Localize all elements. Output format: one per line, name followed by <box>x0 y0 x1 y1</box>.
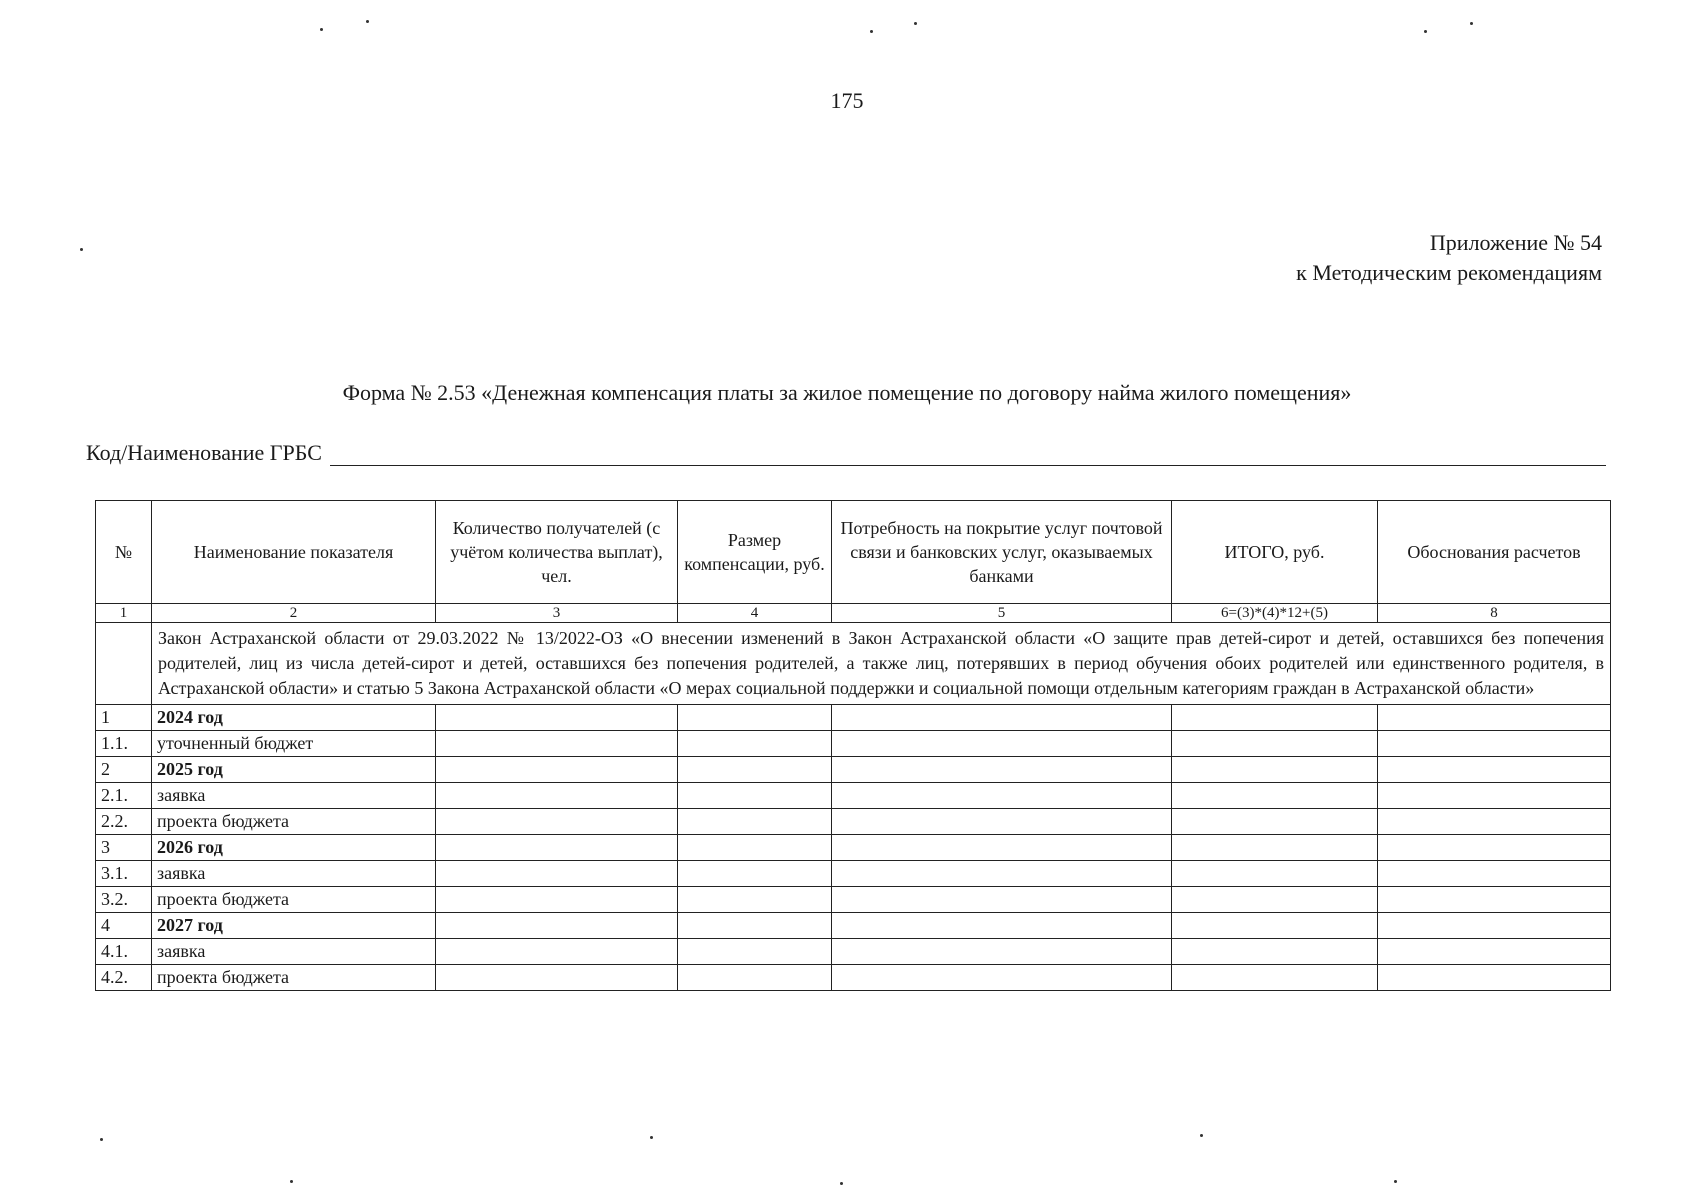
table-row <box>96 757 1611 783</box>
header-cell-indicator: Наименование показателя <box>152 501 436 604</box>
column-number: 8 <box>1378 604 1611 623</box>
scan-speck <box>100 1138 103 1141</box>
scan-speck <box>914 22 917 25</box>
empty-value-cell[interactable] <box>436 705 678 731</box>
empty-value-cell[interactable] <box>436 809 678 835</box>
empty-value-cell[interactable] <box>1172 913 1378 939</box>
empty-value-cell[interactable] <box>832 965 1172 991</box>
empty-value-cell[interactable] <box>678 861 832 887</box>
empty-value-cell[interactable] <box>436 965 678 991</box>
column-number: 2 <box>152 604 436 623</box>
scan-speck <box>1470 22 1473 25</box>
row-number: 2.1. <box>96 783 152 809</box>
empty-value-cell[interactable] <box>436 731 678 757</box>
row-number: 3.2. <box>96 887 152 913</box>
row-label: заявка <box>152 861 436 887</box>
header-cell-postal-banking: Потребность на покрытие услуг почтовой связи и банковских услуг, оказываемых банками <box>832 501 1172 604</box>
law-row <box>96 623 1611 705</box>
scan-speck <box>870 30 873 33</box>
empty-value-cell[interactable] <box>678 835 832 861</box>
table-row <box>96 887 1611 913</box>
row-number: 1.1. <box>96 731 152 757</box>
column-number: 5 <box>832 604 1172 623</box>
empty-value-cell[interactable] <box>1378 887 1611 913</box>
scan-speck <box>320 28 323 31</box>
scan-speck <box>1394 1180 1397 1183</box>
grbs-line <box>86 440 1606 466</box>
empty-value-cell[interactable] <box>678 939 832 965</box>
empty-value-cell[interactable] <box>436 783 678 809</box>
empty-value-cell[interactable] <box>832 809 1172 835</box>
empty-value-cell[interactable] <box>1172 731 1378 757</box>
law-text: Закон Астраханской области от 29.03.2022 № 13/2022-ОЗ «О внесении изменений в Закон Астраханской области «О защите прав детей-сирот и детей, оставшихся без попечения родителей, лиц из числа детей-сирот и детей, оставшихся без попечения родителей, а также лиц, потерявших в период обучения обоих родителей или единственного родителя, в Астраханской области» и статью 5 Закона Астраханской области «О мерах социальной поддержки и социальной помощи отдельным категориям граждан в Астраханской области» <box>152 623 1611 705</box>
empty-value-cell[interactable] <box>1172 939 1378 965</box>
empty-value-cell[interactable] <box>1378 783 1611 809</box>
empty-value-cell[interactable] <box>1172 835 1378 861</box>
empty-value-cell[interactable] <box>832 861 1172 887</box>
table-row <box>96 809 1611 835</box>
page-number: 175 <box>830 88 864 113</box>
empty-value-cell[interactable] <box>1172 965 1378 991</box>
table-row <box>96 731 1611 757</box>
form-table <box>95 500 1611 991</box>
row-number: 2 <box>96 757 152 783</box>
row-number: 2.2. <box>96 809 152 835</box>
law-row-num-cell <box>96 623 152 705</box>
row-label: заявка <box>152 939 436 965</box>
row-number: 4 <box>96 913 152 939</box>
row-label: 2025 год <box>152 757 436 783</box>
scan-speck <box>366 20 369 23</box>
appendix-line-1: Приложение № 54 <box>1429 230 1602 255</box>
empty-value-cell[interactable] <box>832 731 1172 757</box>
scan-speck <box>1424 30 1427 33</box>
table-row <box>96 835 1611 861</box>
row-number: 4.2. <box>96 965 152 991</box>
header-cell-justification: Обоснования расчетов <box>1378 501 1611 604</box>
scan-speck <box>1200 1134 1203 1137</box>
empty-value-cell[interactable] <box>832 887 1172 913</box>
empty-value-cell[interactable] <box>1378 913 1611 939</box>
row-number: 4.1. <box>96 939 152 965</box>
empty-value-cell[interactable] <box>1378 705 1611 731</box>
empty-value-cell[interactable] <box>678 783 832 809</box>
header-row <box>96 501 1611 604</box>
empty-value-cell[interactable] <box>436 913 678 939</box>
row-label: 2024 год <box>152 705 436 731</box>
table-row <box>96 783 1611 809</box>
table-row <box>96 965 1611 991</box>
empty-value-cell[interactable] <box>436 939 678 965</box>
empty-value-cell[interactable] <box>1172 783 1378 809</box>
empty-value-cell[interactable] <box>1378 757 1611 783</box>
column-number: 3 <box>436 604 678 623</box>
row-label: проекта бюджета <box>152 809 436 835</box>
empty-value-cell[interactable] <box>1172 887 1378 913</box>
empty-value-cell[interactable] <box>678 887 832 913</box>
empty-value-cell[interactable] <box>832 705 1172 731</box>
grbs-label: Код/Наименование ГРБС <box>86 440 322 465</box>
empty-value-cell[interactable] <box>678 731 832 757</box>
header-cell-num: № <box>96 501 152 604</box>
empty-value-cell[interactable] <box>678 965 832 991</box>
empty-value-cell[interactable] <box>436 887 678 913</box>
header-cell-compensation: Размер компенсации, руб. <box>678 501 832 604</box>
column-number: 6=(3)*(4)*12+(5) <box>1172 604 1378 623</box>
form-title: Форма № 2.53 «Денежная компенсация платы за жилое помещение по договору найма жилого помещения» <box>342 380 1352 405</box>
grbs-fill-line <box>330 441 1606 466</box>
header-cell-recipients: Количество получателей (с учётом количества выплат), чел. <box>436 501 678 604</box>
empty-value-cell[interactable] <box>832 939 1172 965</box>
table-row <box>96 705 1611 731</box>
empty-value-cell[interactable] <box>1378 809 1611 835</box>
row-number: 3 <box>96 835 152 861</box>
empty-value-cell[interactable] <box>1172 861 1378 887</box>
empty-value-cell[interactable] <box>678 913 832 939</box>
empty-value-cell[interactable] <box>436 757 678 783</box>
empty-value-cell[interactable] <box>1172 809 1378 835</box>
scan-speck <box>80 248 83 251</box>
row-label: проекта бюджета <box>152 965 436 991</box>
row-label: проекта бюджета <box>152 887 436 913</box>
empty-value-cell[interactable] <box>1172 705 1378 731</box>
empty-value-cell[interactable] <box>832 757 1172 783</box>
empty-value-cell[interactable] <box>832 783 1172 809</box>
header-cell-total: ИТОГО, руб. <box>1172 501 1378 604</box>
row-label: заявка <box>152 783 436 809</box>
scan-speck <box>290 1180 293 1183</box>
empty-value-cell[interactable] <box>436 861 678 887</box>
empty-value-cell[interactable] <box>436 835 678 861</box>
table-row <box>96 913 1611 939</box>
appendix-line-2: к Методическим рекомендациям <box>1296 260 1602 285</box>
row-label: 2026 год <box>152 835 436 861</box>
scan-speck <box>840 1182 843 1185</box>
table-row <box>96 861 1611 887</box>
row-label: уточненный бюджет <box>152 731 436 757</box>
empty-value-cell[interactable] <box>832 835 1172 861</box>
appendix-reference <box>1296 228 1602 288</box>
row-label: 2027 год <box>152 913 436 939</box>
empty-value-cell[interactable] <box>678 809 832 835</box>
empty-value-cell[interactable] <box>678 705 832 731</box>
row-number: 1 <box>96 705 152 731</box>
empty-value-cell[interactable] <box>678 757 832 783</box>
empty-value-cell[interactable] <box>1378 939 1611 965</box>
empty-value-cell[interactable] <box>1378 965 1611 991</box>
empty-value-cell[interactable] <box>1378 861 1611 887</box>
column-numbers-row <box>96 604 1611 623</box>
column-number: 4 <box>678 604 832 623</box>
empty-value-cell[interactable] <box>1172 757 1378 783</box>
empty-value-cell[interactable] <box>1378 731 1611 757</box>
table-row <box>96 939 1611 965</box>
empty-value-cell[interactable] <box>1378 835 1611 861</box>
empty-value-cell[interactable] <box>832 913 1172 939</box>
column-number: 1 <box>96 604 152 623</box>
row-number: 3.1. <box>96 861 152 887</box>
scan-speck <box>650 1136 653 1139</box>
